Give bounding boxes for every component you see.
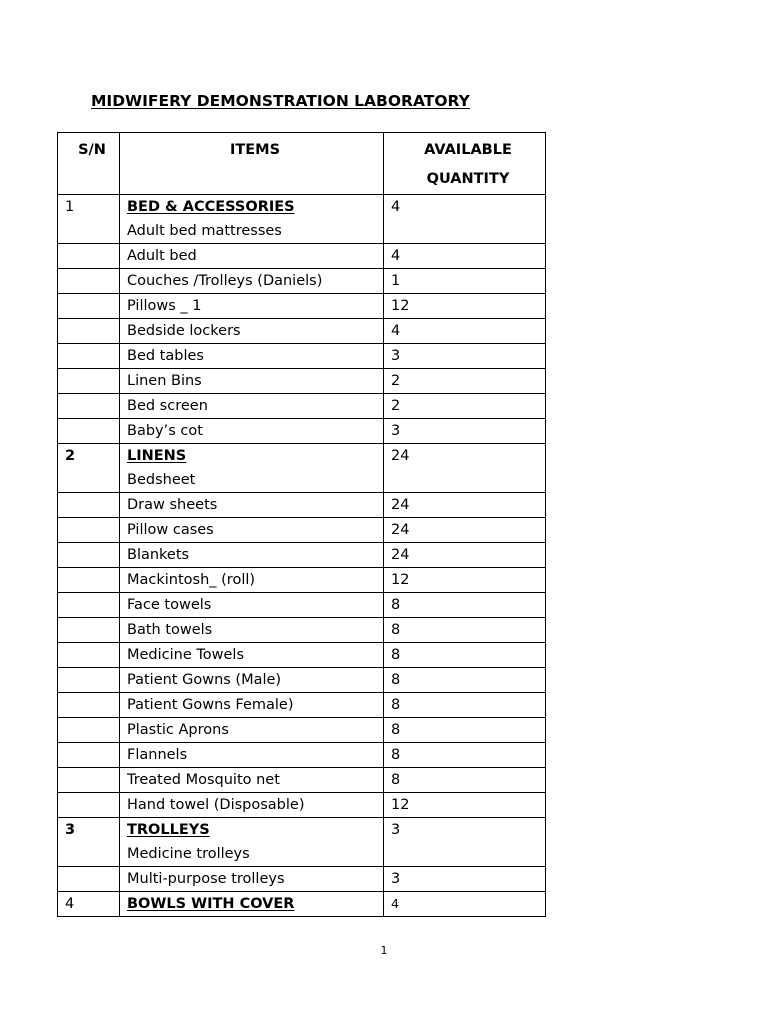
cell-quantity: 3 <box>384 818 546 867</box>
header-sn: S/N <box>58 133 120 195</box>
cell-item: Patient Gowns Female) <box>120 693 384 718</box>
header-available-quantity <box>384 133 546 195</box>
cell-sn <box>58 419 120 444</box>
section-heading: LINENS <box>127 448 187 464</box>
cell-quantity: 8 <box>384 643 546 668</box>
cell-item: Face towels <box>120 593 384 618</box>
table-row <box>58 867 546 892</box>
cell-sn <box>58 718 120 743</box>
cell-sn <box>58 518 120 543</box>
cell-sn <box>58 768 120 793</box>
cell-item: Blankets <box>120 543 384 568</box>
cell-sn <box>58 493 120 518</box>
table-header-row <box>58 133 546 195</box>
table-row <box>58 344 546 369</box>
cell-quantity: 24 <box>384 518 546 543</box>
table-row <box>58 718 546 743</box>
cell-item: Multi-purpose trolleys <box>120 867 384 892</box>
cell-sn <box>58 867 120 892</box>
cell-quantity: 1 <box>384 269 546 294</box>
cell-sn: 4 <box>58 892 120 917</box>
cell-quantity: 8 <box>384 693 546 718</box>
table-row <box>58 643 546 668</box>
cell-quantity: 3 <box>384 344 546 369</box>
cell-sn <box>58 668 120 693</box>
cell-quantity: 8 <box>384 668 546 693</box>
cell-quantity: 4 <box>384 244 546 269</box>
cell-sn: 2 <box>58 444 120 493</box>
cell-quantity: 24 <box>384 493 546 518</box>
item-name: Medicine trolleys <box>127 846 250 862</box>
cell-sn <box>58 618 120 643</box>
cell-quantity: 2 <box>384 369 546 394</box>
cell-sn <box>58 394 120 419</box>
cell-quantity: 3 <box>384 419 546 444</box>
cell-quantity: 12 <box>384 294 546 319</box>
inventory-table <box>57 132 546 917</box>
cell-sn <box>58 294 120 319</box>
cell-quantity: 12 <box>384 568 546 593</box>
cell-item: Mackintosh_ (roll) <box>120 568 384 593</box>
table-row <box>58 693 546 718</box>
cell-sn <box>58 793 120 818</box>
cell-item <box>120 195 384 244</box>
cell-quantity: 4 <box>384 319 546 344</box>
section-row <box>58 444 546 493</box>
cell-quantity: 8 <box>384 593 546 618</box>
cell-quantity: 24 <box>384 543 546 568</box>
cell-sn <box>58 543 120 568</box>
section-row <box>58 818 546 867</box>
cell-quantity: 8 <box>384 618 546 643</box>
cell-quantity: 4 <box>384 892 546 917</box>
cell-item: Linen Bins <box>120 369 384 394</box>
cell-item <box>120 818 384 867</box>
table-row <box>58 419 546 444</box>
page-number: 1 <box>380 944 388 957</box>
cell-sn <box>58 269 120 294</box>
cell-sn <box>58 568 120 593</box>
table-row <box>58 394 546 419</box>
table-row <box>58 369 546 394</box>
table-row <box>58 269 546 294</box>
cell-item: Patient Gowns (Male) <box>120 668 384 693</box>
table-row <box>58 319 546 344</box>
cell-quantity: 2 <box>384 394 546 419</box>
cell-quantity: 12 <box>384 793 546 818</box>
section-row <box>58 892 546 917</box>
cell-item: Medicine Towels <box>120 643 384 668</box>
cell-sn <box>58 244 120 269</box>
cell-item: Pillow cases <box>120 518 384 543</box>
cell-sn <box>58 593 120 618</box>
cell-item <box>120 444 384 493</box>
cell-item: Bed screen <box>120 394 384 419</box>
cell-item <box>120 892 384 917</box>
section-row <box>58 195 546 244</box>
table-row <box>58 768 546 793</box>
cell-item: Adult bed <box>120 244 384 269</box>
cell-sn <box>58 344 120 369</box>
cell-sn <box>58 693 120 718</box>
cell-quantity: 8 <box>384 768 546 793</box>
cell-item: Pillows _ 1 <box>120 294 384 319</box>
cell-quantity: 3 <box>384 867 546 892</box>
cell-sn <box>58 643 120 668</box>
cell-sn <box>58 743 120 768</box>
header-qty-line2: QUANTITY <box>426 171 510 187</box>
table-row <box>58 543 546 568</box>
table-row <box>58 743 546 768</box>
section-heading: BOWLS WITH COVER <box>127 896 295 912</box>
table-row <box>58 518 546 543</box>
cell-item: Bed tables <box>120 344 384 369</box>
header-items: ITEMS <box>120 133 384 195</box>
table-row <box>58 493 546 518</box>
table-row <box>58 618 546 643</box>
cell-sn <box>58 319 120 344</box>
item-name: Adult bed mattresses <box>127 223 282 239</box>
cell-sn: 3 <box>58 818 120 867</box>
cell-item: Treated Mosquito net <box>120 768 384 793</box>
section-heading: TROLLEYS <box>127 822 210 838</box>
cell-item: Couches /Trolleys (Daniels) <box>120 269 384 294</box>
cell-item: Bedside lockers <box>120 319 384 344</box>
cell-item: Bath towels <box>120 618 384 643</box>
cell-quantity: 24 <box>384 444 546 493</box>
cell-sn <box>58 369 120 394</box>
header-qty-line1: AVAILABLE <box>424 142 512 158</box>
section-heading: BED & ACCESSORIES <box>127 199 295 215</box>
cell-quantity: 8 <box>384 718 546 743</box>
item-name: Bedsheet <box>127 472 196 488</box>
table-row <box>58 593 546 618</box>
cell-sn: 1 <box>58 195 120 244</box>
table-row <box>58 668 546 693</box>
cell-item: Baby’s cot <box>120 419 384 444</box>
cell-item: Draw sheets <box>120 493 384 518</box>
page-title: MIDWIFERY DEMONSTRATION LABORATORY <box>91 92 470 110</box>
cell-item: Plastic Aprons <box>120 718 384 743</box>
cell-quantity: 8 <box>384 743 546 768</box>
cell-item: Flannels <box>120 743 384 768</box>
table-row <box>58 244 546 269</box>
table-row <box>58 568 546 593</box>
table-row <box>58 294 546 319</box>
table-row <box>58 793 546 818</box>
cell-quantity: 4 <box>384 195 546 244</box>
cell-item: Hand towel (Disposable) <box>120 793 384 818</box>
